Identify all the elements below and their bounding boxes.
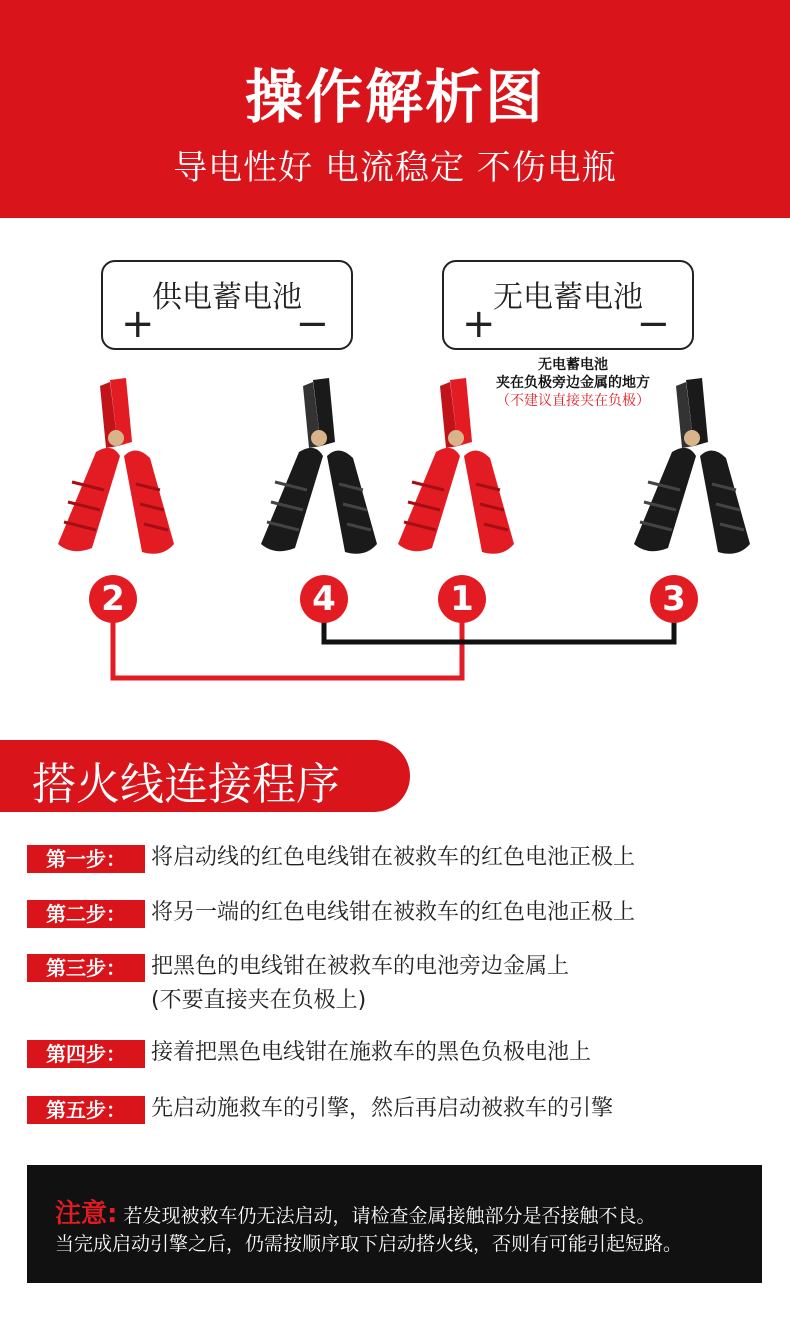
step-text: 将另一端的红色电线钳在被救车的红色电池正极上	[151, 900, 636, 925]
black-wire	[324, 620, 674, 642]
notice-label: 注意:	[55, 1199, 118, 1229]
step-text: 把黑色的电线钳在被救车的电池旁边金属上	[151, 954, 570, 979]
donor-positive-symbol: +	[121, 301, 155, 347]
step-text: 将启动线的红色电线钳在被救车的红色电池正极上	[151, 845, 636, 870]
clamp-note-warning: （不建议直接夹在负极）	[496, 393, 650, 409]
badge-4: 4	[300, 575, 348, 623]
notice-line1	[55, 1193, 655, 1230]
notice-text1: 若发现被救车仍无法启动，请检查金属接触部分是否接触不良。	[123, 1205, 656, 1227]
dead-positive-symbol: +	[462, 301, 496, 347]
dead-battery-label: 无电蓄电池	[493, 280, 643, 315]
donor-battery-label: 供电蓄电池	[152, 280, 302, 315]
badge-1: 1	[438, 575, 486, 623]
badge-3: 3	[650, 575, 698, 623]
step-subtext: (不要直接夹在负极上)	[151, 988, 367, 1013]
notice-box	[27, 1165, 762, 1283]
step-text: 接着把黑色电线钳在施救车的黑色负极电池上	[151, 1040, 592, 1065]
step-label: 第三步：	[27, 954, 145, 982]
step-text: 先启动施救车的引擎，然后再启动被救车的引擎	[151, 1096, 614, 1121]
donor-negative-symbol: −	[295, 301, 329, 347]
dead-negative-symbol: −	[636, 301, 670, 347]
clamp-note-line2: 夹在负极旁边金属的地方	[496, 375, 650, 391]
step-label: 第一步：	[27, 845, 145, 873]
step-label: 第五步：	[27, 1096, 145, 1124]
step-label: 第四步：	[27, 1040, 145, 1068]
section-title: 搭火线连接程序	[32, 759, 340, 810]
badge-2: 2	[89, 575, 137, 623]
step-label: 第二步：	[27, 900, 145, 928]
page-title: 操作解析图	[244, 63, 545, 131]
notice-line2: 当完成启动引擎之后，仍需按顺序取下启动搭火线，否则有可能引起短路。	[55, 1233, 683, 1255]
page-subtitle: 导电性好 电流稳定 不伤电瓶	[173, 148, 617, 188]
red-wire	[113, 620, 462, 678]
clamp-note-line1: 无电蓄电池	[538, 357, 608, 373]
